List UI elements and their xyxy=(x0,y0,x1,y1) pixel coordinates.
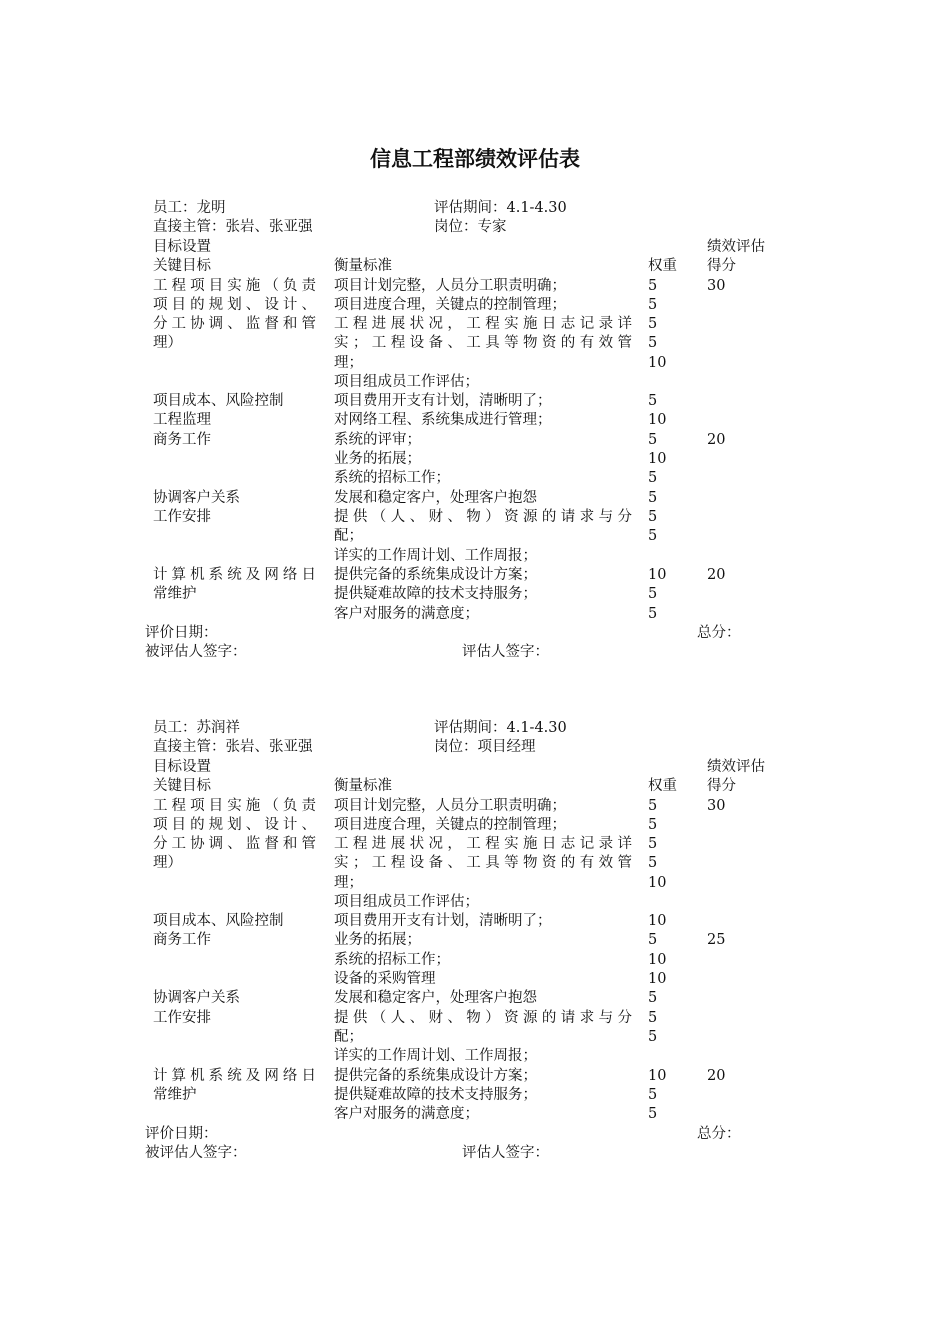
goal-setting-header: 目标设置 xyxy=(153,759,211,775)
measure-line: 项目进度合理，关键点的控制管理； xyxy=(334,297,566,313)
employee-label: 员工：苏润祥 xyxy=(153,720,240,736)
measure-line: 详实的工作周计划、工作周报； xyxy=(334,1048,537,1064)
weight-value: 5 xyxy=(648,1106,658,1122)
measure-line: 业务的拓展； xyxy=(334,932,421,948)
weight-value: 10 xyxy=(648,875,667,891)
weight-value: 5 xyxy=(648,932,658,948)
measure-line: 发展和稳定客户，处理客户抱怨 xyxy=(334,490,537,506)
position-label: 岗位：项目经理 xyxy=(434,739,536,755)
weight-value: 5 xyxy=(648,316,658,332)
key-goal-line: 分工协调、监督和管 xyxy=(153,316,316,332)
weight-value: 10 xyxy=(648,355,667,371)
key-goal-line: 商务工作 xyxy=(153,432,211,448)
weight-value: 5 xyxy=(648,528,658,544)
weight-value: 5 xyxy=(648,470,658,486)
measure-line: 工程进展状况，工程实施日志记录详 xyxy=(334,316,632,332)
weight-value: 5 xyxy=(648,586,658,602)
key-goal-line: 理） xyxy=(153,335,182,351)
score-value: 25 xyxy=(707,932,726,948)
score-value: 20 xyxy=(707,1068,726,1084)
performance-score-header-2: 得分 xyxy=(707,258,736,274)
key-goal-line: 协调客户关系 xyxy=(153,990,240,1006)
weight-value: 5 xyxy=(648,817,658,833)
measure-line: 项目计划完整，人员分工职责明确； xyxy=(334,798,566,814)
score-value: 30 xyxy=(707,798,726,814)
measure-line: 提供完备的系统集成设计方案； xyxy=(334,567,537,583)
weight-value: 5 xyxy=(648,509,658,525)
evaluatee-signature-label: 被评估人签字： xyxy=(145,1145,247,1161)
supervisor-label: 直接主管：张岩、张亚强 xyxy=(153,739,313,755)
key-goal-line: 项目的规划、设计、 xyxy=(153,297,316,313)
weight-value: 5 xyxy=(648,990,658,1006)
total-score-label: 总分： xyxy=(697,625,741,641)
measure-line: 客户对服务的满意度； xyxy=(334,1106,479,1122)
measure-line: 项目组成员工作评估； xyxy=(334,894,479,910)
weight-value: 5 xyxy=(648,278,658,294)
key-goal-line: 计算机系统及网络日 xyxy=(153,1068,316,1084)
key-goal-line: 工作安排 xyxy=(153,509,211,525)
key-goal-line: 工程项目实施（负责 xyxy=(153,798,316,814)
measure-line: 设备的采购管理 xyxy=(334,971,436,987)
measure-line: 项目费用开支有计划，清晰明了； xyxy=(334,913,552,929)
measure-header: 衡量标准 xyxy=(334,778,392,794)
evaluator-signature-label: 评估人签字： xyxy=(462,1145,549,1161)
key-goal-header: 关键目标 xyxy=(153,258,211,274)
key-goal-line: 工作安排 xyxy=(153,1010,211,1026)
weight-header: 权重 xyxy=(648,258,677,274)
evaluatee-signature-label: 被评估人签字： xyxy=(145,644,247,660)
weight-value: 10 xyxy=(648,567,667,583)
key-goal-line: 工程监理 xyxy=(153,412,211,428)
weight-value: 10 xyxy=(648,1068,667,1084)
evaluator-signature-label: 评估人签字： xyxy=(462,644,549,660)
total-score-label: 总分： xyxy=(697,1126,741,1142)
measure-line: 对网络工程、系统集成进行管理； xyxy=(334,412,552,428)
measure-line: 系统的评审； xyxy=(334,432,421,448)
key-goal-line: 协调客户关系 xyxy=(153,490,240,506)
weight-value: 5 xyxy=(648,1087,658,1103)
measure-line: 详实的工作周计划、工作周报； xyxy=(334,548,537,564)
supervisor-label: 直接主管：张岩、张亚强 xyxy=(153,219,313,235)
weight-value: 5 xyxy=(648,432,658,448)
evaluation-period: 评估期间：4.1-4.30 xyxy=(434,200,567,216)
measure-line: 实；工程设备、工具等物资的有效管 xyxy=(334,335,632,351)
evaluation-date-label: 评价日期： xyxy=(145,1126,218,1142)
measure-line: 理； xyxy=(334,355,363,371)
employee-label: 员工：龙明 xyxy=(153,200,226,216)
weight-value: 10 xyxy=(648,451,667,467)
score-value: 20 xyxy=(707,432,726,448)
evaluation-date-label: 评价日期： xyxy=(145,625,218,641)
key-goal-line: 常维护 xyxy=(153,1087,197,1103)
measure-line: 项目费用开支有计划，清晰明了； xyxy=(334,393,552,409)
performance-score-header-2: 得分 xyxy=(707,778,736,794)
key-goal-line: 分工协调、监督和管 xyxy=(153,836,316,852)
score-value: 20 xyxy=(707,567,726,583)
weight-value: 5 xyxy=(648,836,658,852)
weight-value: 5 xyxy=(648,855,658,871)
weight-value: 5 xyxy=(648,490,658,506)
weight-value: 10 xyxy=(648,952,667,968)
weight-value: 10 xyxy=(648,412,667,428)
key-goal-line: 工程项目实施（负责 xyxy=(153,278,316,294)
measure-line: 系统的招标工作； xyxy=(334,470,450,486)
measure-line: 项目计划完整，人员分工职责明确； xyxy=(334,278,566,294)
measure-line: 实；工程设备、工具等物资的有效管 xyxy=(334,855,632,871)
measure-line: 系统的招标工作； xyxy=(334,952,450,968)
key-goal-header: 关键目标 xyxy=(153,778,211,794)
evaluation-period: 评估期间：4.1-4.30 xyxy=(434,720,567,736)
measure-line: 理； xyxy=(334,875,363,891)
weight-value: 10 xyxy=(648,913,667,929)
key-goal-line: 项目成本、风险控制 xyxy=(153,393,284,409)
weight-value: 5 xyxy=(648,335,658,351)
measure-line: 项目组成员工作评估； xyxy=(334,374,479,390)
measure-line: 业务的拓展； xyxy=(334,451,421,467)
performance-score-header: 绩效评估 xyxy=(707,759,765,775)
weight-value: 5 xyxy=(648,1010,658,1026)
key-goal-line: 计算机系统及网络日 xyxy=(153,567,316,583)
measure-line: 工程进展状况，工程实施日志记录详 xyxy=(334,836,632,852)
goal-setting-header: 目标设置 xyxy=(153,239,211,255)
measure-line: 提供完备的系统集成设计方案； xyxy=(334,1068,537,1084)
key-goal-line: 项目成本、风险控制 xyxy=(153,913,284,929)
weight-value: 5 xyxy=(648,798,658,814)
key-goal-line: 理） xyxy=(153,855,182,871)
weight-value: 5 xyxy=(648,297,658,313)
measure-line: 提供疑难故障的技术支持服务； xyxy=(334,1087,537,1103)
measure-line: 项目进度合理，关键点的控制管理； xyxy=(334,817,566,833)
measure-line: 配； xyxy=(334,1029,363,1045)
measure-line: 配； xyxy=(334,528,363,544)
measure-line: 客户对服务的满意度； xyxy=(334,606,479,622)
weight-value: 5 xyxy=(648,606,658,622)
position-label: 岗位：专家 xyxy=(434,219,507,235)
performance-score-header: 绩效评估 xyxy=(707,239,765,255)
measure-line: 提供（人、财、物）资源的请求与分 xyxy=(334,1010,632,1026)
measure-line: 发展和稳定客户，处理客户抱怨 xyxy=(334,990,537,1006)
weight-value: 5 xyxy=(648,1029,658,1045)
key-goal-line: 项目的规划、设计、 xyxy=(153,817,316,833)
weight-header: 权重 xyxy=(648,778,677,794)
measure-line: 提供（人、财、物）资源的请求与分 xyxy=(334,509,632,525)
page-title: 信息工程部绩效评估表 xyxy=(370,146,580,171)
key-goal-line: 商务工作 xyxy=(153,932,211,948)
weight-value: 10 xyxy=(648,971,667,987)
score-value: 30 xyxy=(707,278,726,294)
measure-header: 衡量标准 xyxy=(334,258,392,274)
weight-value: 5 xyxy=(648,393,658,409)
measure-line: 提供疑难故障的技术支持服务； xyxy=(334,586,537,602)
key-goal-line: 常维护 xyxy=(153,586,197,602)
